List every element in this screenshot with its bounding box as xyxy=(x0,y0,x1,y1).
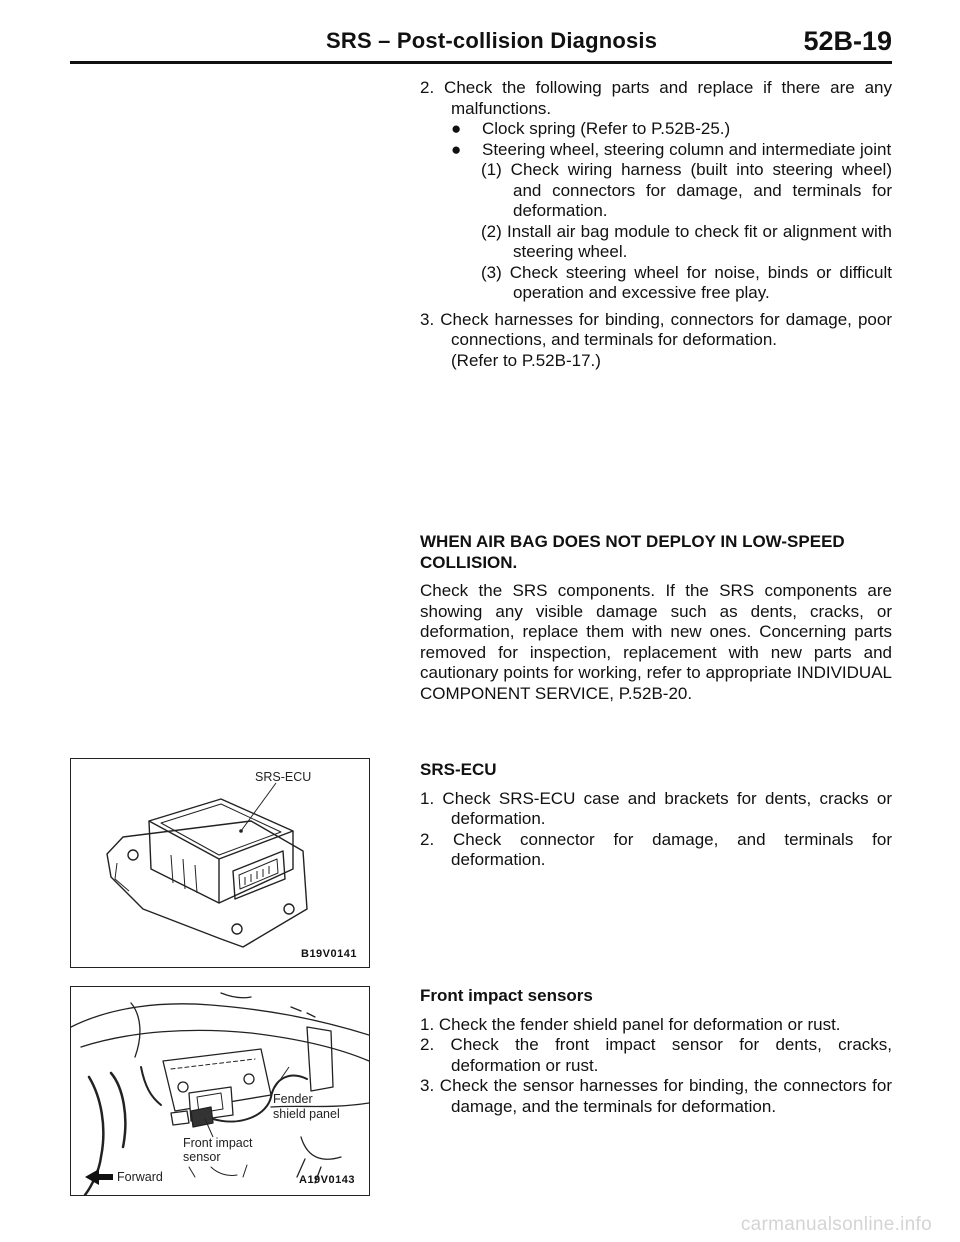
ecu-item-1: 1. Check SRS-ECU case and brackets for dents, cracks or deformation. xyxy=(420,788,892,828)
figure-srs-ecu xyxy=(70,758,370,968)
figure-code-b19v0141: B19V0141 xyxy=(301,948,357,960)
page-number: 52B-19 xyxy=(803,26,892,56)
figure-label-shield-panel: shield panel xyxy=(273,1107,340,1121)
page-title: SRS – Post-collision Diagnosis xyxy=(326,28,658,53)
figure-label-front-impact: Front impact xyxy=(183,1136,253,1150)
low-speed-body: Check the SRS components. If the SRS components are showing any visible damage such as dents, cracks, or deformation, replace them with new ones. Concerning parts removed for inspection, replacement with new parts and cautionary points for working, refer to appropriate INDIVIDUAL COMPONENT SERVICE, P.52B-20. xyxy=(420,581,892,703)
figure-label-forward: Forward xyxy=(117,1170,163,1184)
figure-label-sensor: sensor xyxy=(183,1150,221,1164)
section-srs-ecu xyxy=(420,760,892,871)
figure-front-impact-sensor xyxy=(70,986,370,1196)
item-2: 2. Check the following parts and replace if there are any malfunctions. xyxy=(420,78,892,118)
bullet-steering-wheel: ● Steering wheel, steering column and intermediate joint xyxy=(451,139,892,159)
ecu-item-2: 2. Check connector for damage, and terminals for deformation. xyxy=(420,829,892,869)
subitem-2: (2) Install air bag module to check fit or alignment with steering wheel. xyxy=(481,221,892,261)
low-speed-heading: WHEN AIR BAG DOES NOT DEPLOY IN LOW-SPEED COLLISION. xyxy=(420,532,845,572)
ecu-heading: SRS-ECU xyxy=(420,760,497,779)
section-steering-checks xyxy=(420,78,892,371)
sensors-item-2: 2. Check the front impact sensor for dents, cracks, deformation or rust. xyxy=(420,1035,892,1075)
header-rule xyxy=(70,61,892,64)
srs-ecu-illustration xyxy=(71,759,369,967)
page-header xyxy=(70,26,892,66)
watermark: carmanualsonline.info xyxy=(740,1214,932,1235)
leader-dot xyxy=(239,829,243,833)
subitem-3: (3) Check steering wheel for noise, binds or difficult operation and excessive free play. xyxy=(481,262,892,302)
sensors-item-3: 3. Check the sensor harnesses for binding, the connectors for damage, and the terminals for deformation. xyxy=(420,1076,892,1116)
bullet-clock-spring: ● Clock spring (Refer to P.52B-25.) xyxy=(451,119,731,138)
figure-label-fender: Fender xyxy=(273,1092,313,1106)
item-3-ref: (Refer to P.52B-17.) xyxy=(451,350,601,370)
forward-arrow-icon xyxy=(85,1169,113,1185)
front-impact-sensor-illustration xyxy=(71,987,369,1195)
section-front-impact-sensors xyxy=(420,986,892,1117)
section-low-speed xyxy=(420,532,892,704)
item-3: 3. Check harnesses for binding, connectors for damage, poor connections, and terminals for deformation. xyxy=(420,309,892,349)
bullet-icon: ● xyxy=(451,139,462,159)
subitem-1: (1) Check wiring harness (built into steering wheel) and connectors for damage, and terminals for deformation. xyxy=(481,160,892,220)
figure-label-srs-ecu: SRS-ECU xyxy=(255,770,312,784)
sensors-heading: Front impact sensors xyxy=(420,986,593,1005)
figure-code-a19v0143: A19V0143 xyxy=(299,1174,355,1186)
bullet-icon: ● xyxy=(451,119,462,138)
sensors-item-1: 1. Check the fender shield panel for deformation or rust. xyxy=(420,1014,841,1034)
